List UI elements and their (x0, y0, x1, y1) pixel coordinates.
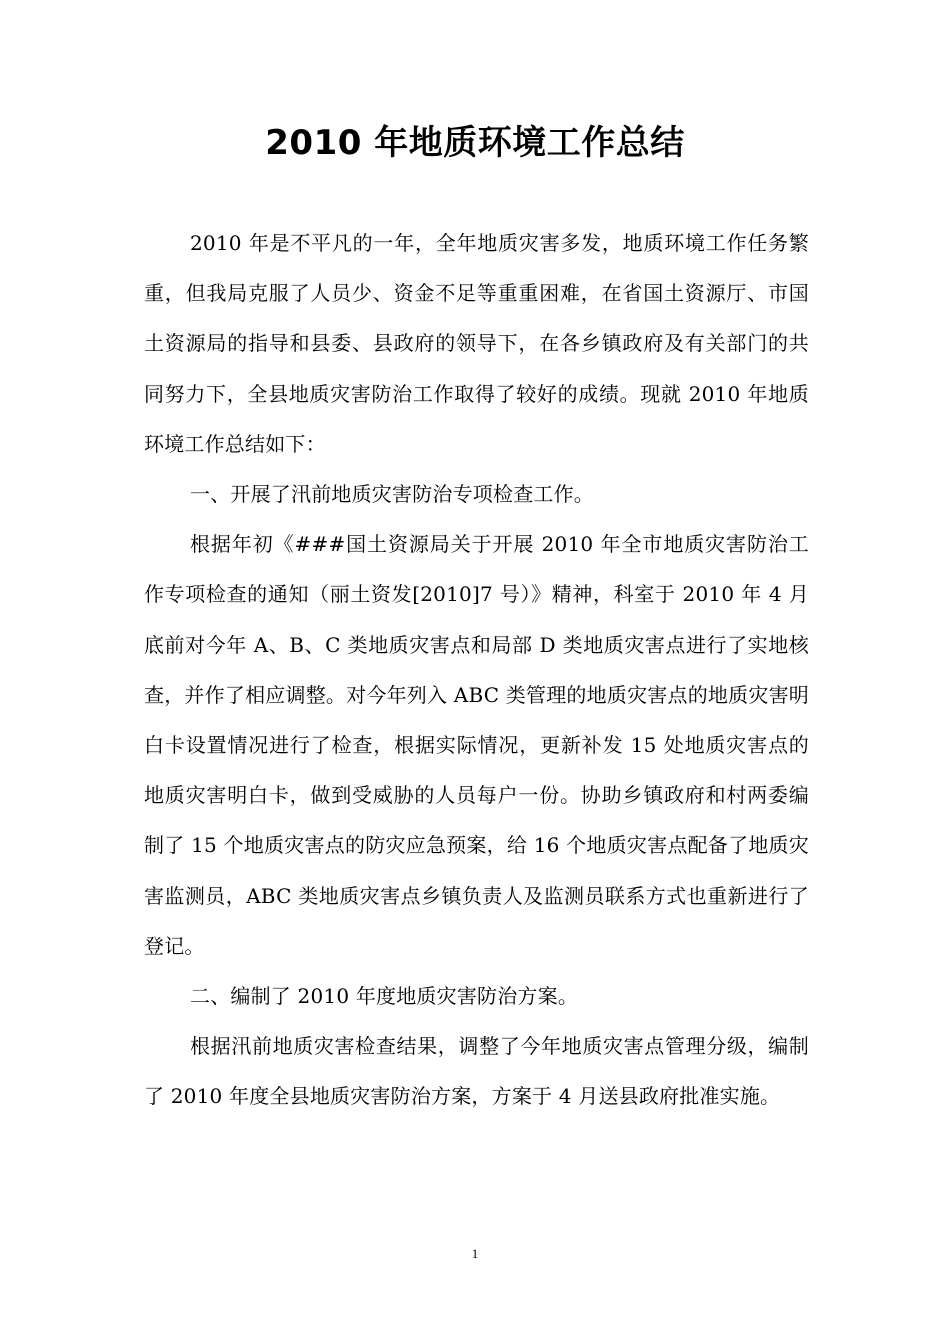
page-number: 1 (471, 1246, 479, 1261)
paragraph-section-1: 根据年初《###国土资源局关于开展 2010 年全市地质灾害防治工作专项检查的通知（丽土资发[2010]7 号）》精神，科室于 2010 年 4 月底前对今年 A、B、C 类地质灾害点和局部 D 类地质灾害点进行了实地核查，并作了相应调整。对今年列入 ABC 类管理的地质灾害点的地质灾害明白卡设置情况进行了检查，根据实际情况，更新补发 15 处地质灾害点的地质灾害明白卡，做到受威胁的人员每户一份。协助乡镇政府和村两委编制了 15 个地质灾害点的防灾应急预案，给 16 个地质灾害点配备了地质灾害监测员，ABC 类地质灾害点乡镇负责人及监测员联系方式也重新进行了登记。 (144, 532, 809, 958)
document-title: 2010 年地质环境工作总结 (265, 123, 685, 163)
section-heading-1: 一、开展了汛前地质灾害防治专项检查工作。 (190, 482, 594, 507)
section-heading-2: 二、编制了 2010 年度地质灾害防治方案。 (190, 984, 579, 1009)
paragraph-intro: 2010 年是不平凡的一年，全年地质灾害多发，地质环境工作任务繁重，但我局克服了人员少、资金不足等重重困难，在省国土资源厅、市国土资源局的指导和县委、县政府的领导下，在各乡镇政府及有关部门的共同努力下，全县地质灾害防治工作取得了较好的成绩。现就 2010 年地质环境工作总结如下： (144, 231, 809, 456)
document-body (144, 218, 809, 1122)
paragraph-section-2: 根据汛前地质灾害检查结果，调整了今年地质灾害点管理分级，编制了 2010 年度全县地质灾害防治方案，方案于 4 月送县政府批准实施。 (144, 1034, 809, 1109)
